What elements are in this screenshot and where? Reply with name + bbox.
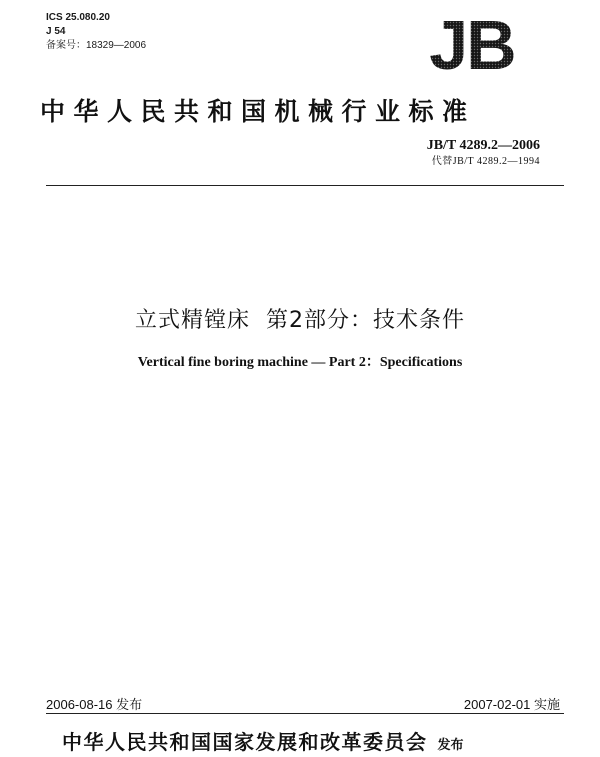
top-divider: [46, 185, 564, 186]
issue-action: 发布: [437, 738, 464, 753]
classification-block: [46, 11, 146, 53]
org-title: 中华人民共和国机械行业标准: [40, 97, 476, 126]
document-title-english: Vertical fine boring machine — Part 2：Specifications: [137, 355, 463, 370]
class-code: J 54: [46, 26, 66, 37]
effective-date: 2007-02-01 实施: [463, 697, 560, 712]
standard-number-block: [427, 137, 540, 169]
replaced-standard: 代替JB/T 4289.2—1994: [431, 156, 540, 167]
jb-logo: [413, 12, 531, 74]
ics-code: ICS 25.080.20: [46, 12, 110, 23]
bottom-divider: [46, 713, 564, 714]
document-title-chinese: 立式精镗床 第2部分：技术条件: [135, 308, 465, 333]
standard-number: JB/T 4289.2—2006: [426, 138, 540, 153]
issuing-organization: 中华人民共和国国家发展和改革委员会: [62, 730, 428, 754]
issuer-line: [62, 726, 464, 755]
publish-date: 2006-08-16 发布: [46, 697, 143, 712]
jb-logo-text: JB: [429, 12, 515, 74]
record-number: 备案号：18329—2006: [46, 40, 147, 51]
